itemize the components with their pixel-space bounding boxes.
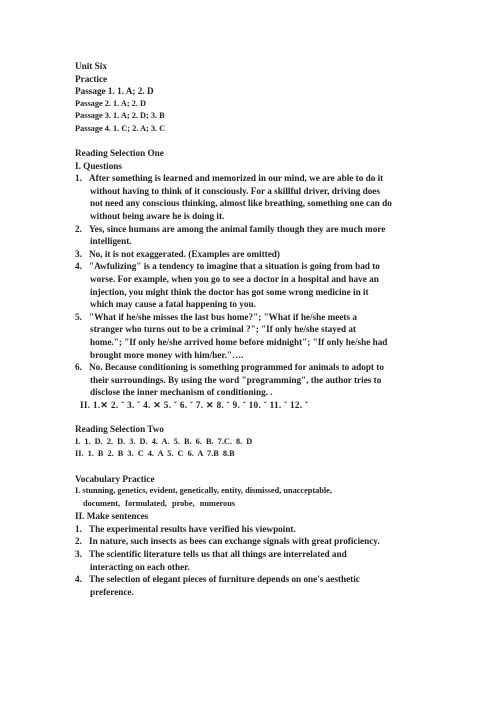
vocabulary-words: I. stunning, genetics, evident, genetically, entity, dismissed, unacceptable, bbox=[75, 486, 332, 496]
answer-line: "Awfulizing" is a tendency to imagine that a situation is going from bad to bbox=[89, 261, 380, 272]
vocabulary-words: document, formulated, probe, numerous bbox=[83, 498, 236, 508]
sentence-item bbox=[75, 523, 435, 536]
item-number: 1. bbox=[75, 523, 82, 534]
sentence-line: In nature, such insects as bees can exchange signals with great proficiency. bbox=[89, 536, 380, 547]
passage-answer: Passage 2. 1. A; 2. D bbox=[75, 98, 146, 108]
item-number: 2. bbox=[75, 536, 82, 547]
answer-line: without being aware he is doing it. bbox=[90, 210, 225, 221]
item-number: 4. bbox=[75, 261, 82, 272]
answer-line: "What if he/she misses the last bus home?"; "What if he/she meets a bbox=[89, 311, 357, 322]
answer-key-content bbox=[75, 60, 435, 598]
answer-line: intelligent. bbox=[90, 236, 132, 247]
question-answer bbox=[75, 361, 435, 399]
questions-heading: I. Questions bbox=[75, 160, 122, 171]
answer-line: brought more money with him/her."…. bbox=[90, 349, 244, 360]
sentence-item bbox=[75, 573, 435, 598]
item-number: 4. bbox=[75, 574, 82, 585]
question-answer bbox=[75, 260, 435, 310]
sentence-line: The scientific literature tells us that all things are interrelated and bbox=[89, 549, 347, 560]
question-answer bbox=[75, 248, 435, 261]
vocabulary-title: Vocabulary Practice bbox=[75, 473, 155, 484]
item-number: 3. bbox=[75, 248, 82, 259]
answer-line: home."; "If only he/she arrived home before midnight"; "If only he/she had bbox=[90, 336, 388, 347]
passage-answer: Passage 3. 1. A; 2. D; 3. B bbox=[75, 111, 165, 121]
true-false-answers: II. 1.✕ 2. ˇ 3. ˇ 4. ✕ 5. ˇ 6. ˇ 7. ✕ 8. ˇ 9. ˇ 10. ˇ 11. ˇ 12. ˇ bbox=[80, 399, 309, 410]
answer-line: After something is learned and memorized in our mind, we are able to do it bbox=[89, 173, 384, 184]
question-answer bbox=[75, 172, 435, 222]
answer-line: Yes, since humans are among the animal family though they are much more bbox=[89, 223, 386, 234]
sentence-line: The selection of elegant pieces of furniture depends on one's aesthetic bbox=[89, 574, 360, 585]
question-answer bbox=[75, 311, 435, 361]
answer-line: worse. For example, when you go to see a doctor in a hospital and have an bbox=[90, 273, 379, 284]
reading-two-title: Reading Selection Two bbox=[75, 424, 164, 435]
unit-title: Unit Six bbox=[75, 61, 107, 71]
item-number: 3. bbox=[75, 549, 82, 560]
sentence-line: interacting on each other. bbox=[90, 561, 190, 572]
answer-line: No. Because conditioning is something programmed for animals to adopt to bbox=[89, 362, 384, 373]
practice-heading: Practice bbox=[75, 73, 108, 84]
item-number: 5. bbox=[75, 311, 82, 322]
item-number: 6. bbox=[75, 362, 82, 373]
reading-two-answers-part-one: I. 1. D. 2. D. 3. D. 4. A. 5. B. 6. B. 7.C. 8. D bbox=[75, 437, 253, 447]
make-sentences-heading: II. Make sentences bbox=[75, 511, 149, 522]
item-number: 2. bbox=[75, 223, 82, 234]
answer-line: No, it is not exaggerated. (Examples are omitted) bbox=[89, 248, 280, 259]
answer-line: not need any conscious thinking, almost like breathing, something one can do bbox=[90, 198, 392, 209]
answer-line: their surroundings. By using the word "programming", the author tries to bbox=[90, 374, 382, 385]
answer-line: without having to think of it consciously. For a skillful driver, driving does bbox=[90, 185, 380, 196]
sentence-item bbox=[75, 548, 435, 573]
reading-one-title: Reading Selection One bbox=[75, 148, 164, 158]
answer-line: stranger who turns out to be a criminal ?"; "If only he/she stayed at bbox=[90, 324, 357, 335]
reading-two-answers-part-two: II. 1. B 2. B 3. C 4. A 5. C 6. A 7.B 8.B bbox=[75, 449, 235, 459]
sentence-line: preference. bbox=[90, 586, 134, 597]
question-answer bbox=[75, 223, 435, 248]
passage-answer: Passage 4. 1. C; 2. A; 3. C bbox=[75, 123, 166, 133]
sentence-line: The experimental results have verified his viewpoint. bbox=[89, 523, 296, 534]
answer-line: injection, you might think the doctor has got some wrong medicine in it bbox=[90, 286, 369, 297]
passage-answer: Passage 1. 1. A; 2. D bbox=[75, 86, 154, 97]
answer-line: disclose the inner mechanism of conditioning. . bbox=[90, 387, 273, 398]
sentence-item bbox=[75, 535, 435, 548]
answer-line: which may cause a fatal happening to you. bbox=[90, 299, 256, 310]
item-number: 1. bbox=[75, 173, 82, 184]
